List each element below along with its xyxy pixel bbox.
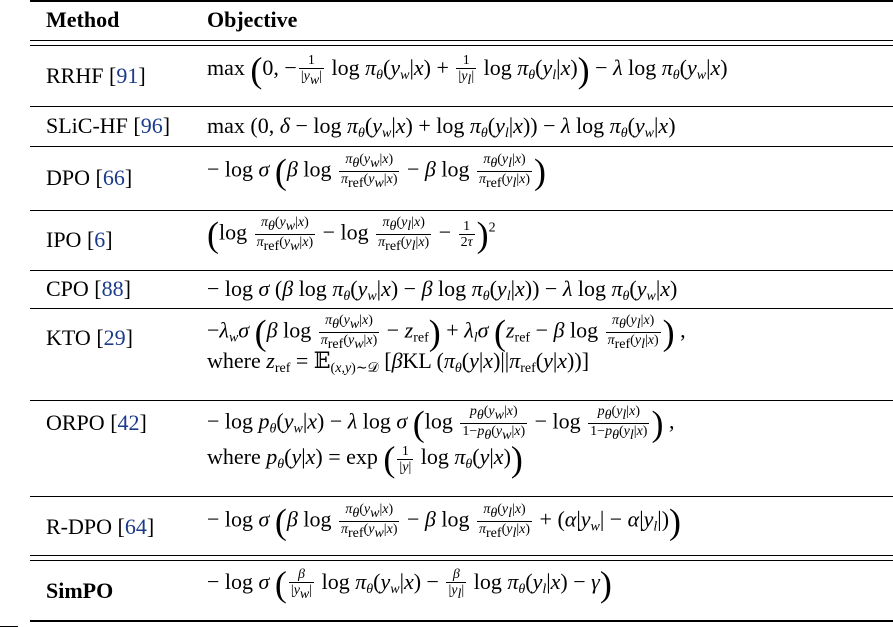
method-r-dpo: R-DPO [64]	[46, 514, 155, 539]
row-rule	[30, 400, 893, 401]
objective-simpo: − log σ ( $\frac{\beta}{|yw|}$ $\log \pi_\theta(y_w|x)$ − $\frac{\beta}{|yl|}$ $\log \pi_\theta(y_l|x) - \gamma$)	[207, 564, 612, 604]
method-slic-hf: SLiC-HF [96]	[46, 113, 171, 138]
objective-ipo: (log $\frac{\pi\theta(yw|x)}{\text{πref(yw|x)}}$ − log $\frac{\pi\theta(yl|x)}{\text{πref(yl|x)}}$ − $\frac{1}{2\tau}$ )$^2$	[207, 214, 496, 255]
header-method: Method	[46, 7, 120, 32]
header-rule-2	[30, 45, 893, 46]
header-rule-1	[30, 40, 893, 41]
objective-kto: $-\lambda_w\sigma$ (β log $\frac{\pi\theta(yw|x)}{\text{πref(yw|x)}}$ − $z_{ref}) + \lambda_l\sigma$ ($z_{ref} - \beta$ log $\frac{\pi\theta(yl|x)}{\text{πref(yl|x)}}$ ) , where $z_{ref}$ = 𝔼$_{(x,y)\sim 𝒟}$ [βKL $(\pi_\theta(y|x)||\pi_{ref}(y|x))$]	[207, 312, 686, 376]
method-orpo: ORPO [42]	[46, 410, 147, 435]
objective-dpo: − log σ (β log $\frac{\pi\theta(yw|x)}{\text{πref(yw|x)}}$ − β log $\frac{\pi\theta(yl|x)}{\text{πref(yl|x)}}$ )	[207, 151, 547, 192]
method-cpo: CPO [88]	[46, 276, 131, 301]
simpo-rule-2	[30, 560, 893, 561]
objective-rrhf: max (0, − $\frac{1}{|yw|}$ $\log \pi_\theta(y_w|x)$ + $\frac{1}{|yl|}$ $\log \pi_\theta(y_l|x)) - \lambda$ $\log \pi_\theta(y_w|x)$	[207, 50, 728, 90]
objective-r-dpo: − log σ (β log $\frac{\pi\theta(yw|x)}{\text{πref(yw|x)}}$ − β log $\frac{\pi\theta(yl|x)}{\text{πref(yl|x)}}$ + $(\alpha|y_w| - \alpha|y_l|)$)	[207, 501, 682, 542]
simpo-rule-1	[30, 555, 893, 556]
objective-cpo: − log σ (β $\log \pi_\theta(y_w|x) - \beta$ $\log \pi_\theta(y_l|x)) - \lambda$ $\log \pi_\theta(y_w|x)$	[207, 276, 678, 304]
row-rule	[30, 106, 893, 107]
top-rule	[30, 0, 893, 2]
header-objective: Objective	[207, 7, 298, 32]
row-rule	[30, 146, 893, 147]
objective-slic-hf: max (0, $\delta - \log \pi_\theta(y_w|x) + \log \pi_\theta(y_l|x)) - \lambda$ $\log \pi_\theta(y_w|x)$	[207, 113, 676, 141]
row-rule	[30, 210, 893, 211]
row-rule	[30, 270, 893, 271]
method-dpo: DPO [66]	[46, 165, 133, 190]
method-ipo: IPO [6]	[46, 227, 113, 252]
row-rule	[30, 496, 893, 497]
method-kto: KTO [29]	[46, 325, 133, 350]
method-rrhf: RRHF [91]	[46, 63, 146, 88]
objective-orpo: − $\log p_\theta(y_w|x) - \lambda$ log σ (log $\frac{p\theta(yw|x)}{1-p\theta(yw|x)}$ − log $\frac{p\theta(yl|x)}{1-p\theta(yl|x)}$ ) , where $p_\theta(y|x) = \exp$ ( $\frac{1}{|y|}$ $\log \pi_\theta(y|x)$)	[207, 403, 675, 479]
row-rule	[30, 308, 893, 309]
method-simpo: SimPO	[46, 578, 114, 603]
bottom-rule	[30, 620, 893, 622]
